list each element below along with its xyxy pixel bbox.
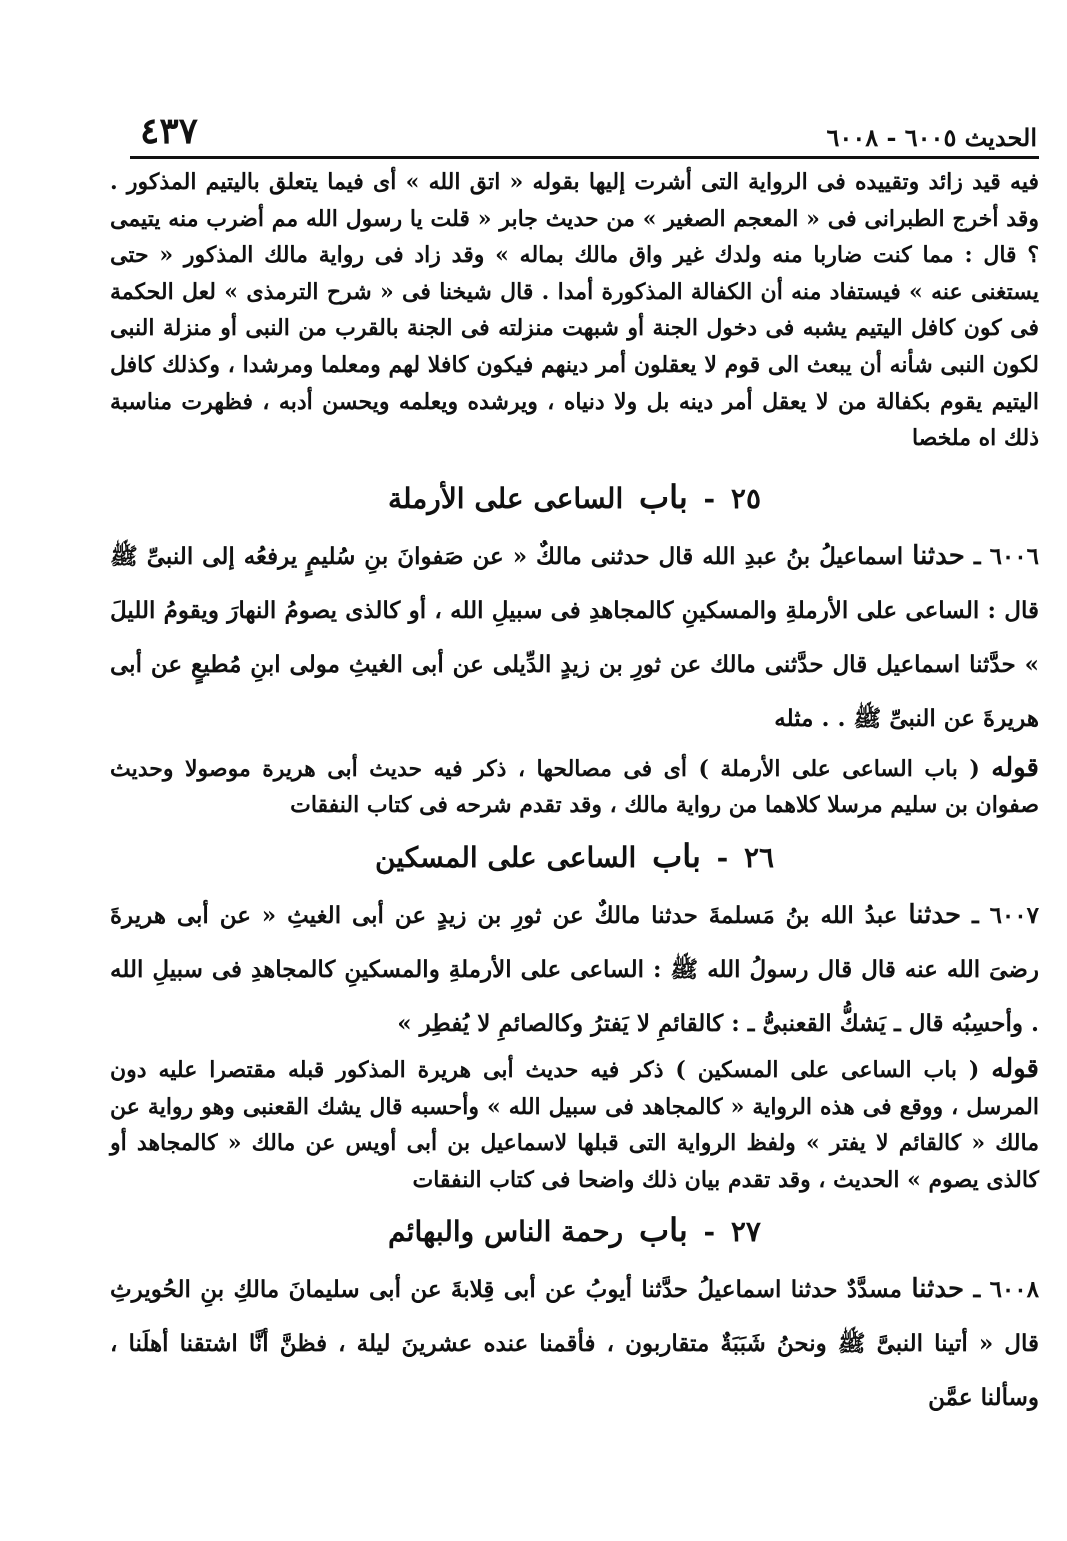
hadith-number: ٦٠٠٨ bbox=[989, 1276, 1039, 1304]
chapter-title: الساعى على الأرملة bbox=[388, 481, 624, 515]
commentary-paragraph bbox=[110, 164, 1039, 457]
commentary-paragraph bbox=[110, 1051, 1039, 1198]
header-rule bbox=[130, 156, 1039, 159]
hadith-lead: حدثنا bbox=[911, 1274, 965, 1305]
running-head: الحديث ٦٠٠٥ - ٦٠٠٨ bbox=[826, 123, 1037, 152]
chapter-title: رحمة الناس والبهائم bbox=[388, 1215, 624, 1249]
hadith-lead: حدثنا bbox=[912, 540, 965, 571]
chapter-bab: باب bbox=[639, 477, 688, 516]
chapter-number: ٢٧ bbox=[730, 1215, 761, 1249]
commentary-text: ( باب الساعى على الأرملة ) أى فى مصالحها ، ذكر فيه حديث أبى هريرة موصولا وحديث صفوان بن سليم مرسلا كلاهما من رواية مالك ، وقد تقدم شرحه فى كتاب النفقات bbox=[110, 755, 1039, 819]
chapter-heading: ٢٧ - باب رحمة الناس والبهائم bbox=[388, 1211, 761, 1250]
hadith-lead: حدثنا bbox=[908, 899, 962, 930]
chapter-bab: باب bbox=[638, 1211, 688, 1250]
chapter-bab: باب bbox=[652, 836, 701, 875]
page-number: ٤٣٧ bbox=[140, 110, 199, 152]
commentary-lead: قوله bbox=[991, 1053, 1039, 1084]
chapter-title: الساعى على المسكين bbox=[374, 840, 637, 874]
hadith-paragraph: ٦٠٠٨ ـ حدثنا مسدَّدٌ حدثنا اسماعيلُ حدَّثنا أيوبُ عن أبى قِلابةَ عن أبى سليمانَ مالكِ بنِ الحُويرثِ قال « أتينا النبىَّ ﷺ ونحنُ شَبَبَةٌ متقاربون ، فأقمنا عنده عشرينَ ليلة ، فظنَّ أنَّا اشتقنا أهلَنا ، وسألنا عمَّن bbox=[110, 1274, 1039, 1412]
hadith-text: مسدَّدٌ حدثنا اسماعيلُ حدَّثنا أيوبُ عن أبى قِلابةَ عن أبى سليمانَ مالكِ بنِ الحُويرثِ قال « أتينا النبىَّ ﷺ ونحنُ شَبَبَةٌ متقاربون ، فأقمنا عنده عشرينَ ليلة ، فظنَّ أنَّا اشتقنا أهلَنا ، وسألنا عمَّن bbox=[110, 1276, 1039, 1412]
hadith-number: ٦٠٠٧ bbox=[989, 901, 1039, 929]
hadith-text: عبدُ الله بنُ مَسلمةَ حدثنا مالكٌ عن ثورِ بن زيدٍ عن أبى الغيثِ « عن أبى هريرةَ رضىَ الله عنه قال قال رسولُ الله ﷺ : الساعى على الأرملةِ والمسكينِ كالمجاهدِ فى سبيلِ الله . وأحسِبُه قال ـ يَشكُّ القعنبىُّ ـ : كالقائمِ لا يَفترُ وكالصائمِ لا يُفطِر » bbox=[110, 901, 1039, 1037]
page-header bbox=[140, 112, 1037, 152]
chapter-number: ٢٥ bbox=[730, 481, 761, 515]
page-body bbox=[110, 164, 1039, 1425]
hadith-number: ٦٠٠٦ bbox=[989, 542, 1039, 570]
hadith-text: اسماعيلُ بنُ عبدِ الله قال حدثنى مالكٌ « عن صَفوانَ بنِ سُليمٍ يرفعُه إلى النبىِّ ﷺ قال : الساعى على الأرملةِ والمسكينِ كالمجاهدِ فى سبيلِ الله ، أو كالذى يصومُ النهارَ ويقومُ الليلَ » حدَّثنا اسماعيل قال حدَّثنى مالك عن ثورِ بن زيدٍ الدِّيلى عن أبى الغيثِ مولى ابنِ مُطيعٍ عن أبى هريرةَ عن النبىِّ ﷺ . . مثله bbox=[110, 542, 1039, 732]
hadith-paragraph: ٦٠٠٦ ـ حدثنا اسماعيلُ بنُ عبدِ الله قال حدثنى مالكٌ « عن صَفوانَ بنِ سُليمٍ يرفعُه إلى النبىِّ ﷺ قال : الساعى على الأرملةِ والمسكينِ كالمجاهدِ فى سبيلِ الله ، أو كالذى يصومُ النهارَ ويقومُ الليلَ » حدَّثنا اسماعيل قال حدَّثنى مالك عن ثورِ بن زيدٍ الدِّيلى عن أبى الغيثِ مولى ابنِ مُطيعٍ عن أبى هريرةَ عن النبىِّ ﷺ . . مثله bbox=[110, 540, 1039, 732]
chapter-number: ٢٦ bbox=[743, 840, 775, 874]
commentary-text: ( باب الساعى على المسكين ) ذكر فيه حديث أبى هريرة المذكور قبله مقتصرا عليه دون المرسل ، ووقع فى هذه الرواية « كالمجاهد فى سبيل الله » وأحسبه قال يشك القعنبى وهو رواية عن مالك « كالقائم لا يفتر » ولفظ الرواية التى قبلها لاسماعيل بن أبى أويس عن مالك « كالمجاهد أو كالذى يصوم » الحديث ، وقد تقدم بيان ذلك واضحا فى كتاب النفقات bbox=[110, 1056, 1039, 1193]
commentary-lead: قوله bbox=[991, 752, 1039, 783]
commentary-paragraph bbox=[110, 750, 1039, 824]
chapter-heading: ٢٥ - باب الساعى على الأرملة bbox=[388, 477, 761, 516]
hadith-paragraph: ٦٠٠٧ ـ حدثنا عبدُ الله بنُ مَسلمةَ حدثنا مالكٌ عن ثورِ بن زيدٍ عن أبى الغيثِ « عن أبى هريرةَ رضىَ الله عنه قال قال رسولُ الله ﷺ : الساعى على الأرملةِ والمسكينِ كالمجاهدِ فى سبيلِ الله . وأحسِبُه قال ـ يَشكُّ القعنبىُّ ـ : كالقائمِ لا يَفترُ وكالصائمِ لا يُفطِر » bbox=[110, 899, 1039, 1037]
chapter-heading: ٢٦ - باب الساعى على المسكين bbox=[374, 836, 775, 875]
commentary-text: فيه قيد زائد وتقييده فى الرواية التى أشرت إليها بقوله « اتق الله » أى فيما يتعلق باليتيم المذكور . وقد أخرج الطبرانى فى « المعجم الصغير » من حديث جابر « قلت يا رسول الله مم أضرب منه يتيمى ؟ قال : مما كنت ضاربا منه ولدك غير واق مالك بماله » وقد زاد فى رواية مالك المذكور « حتى يستغنى عنه » فيستفاد منه أن الكفالة المذكورة أمدا . قال شيخنا فى « شرح الترمذى » لعل الحكمة فى كون كافل اليتيم يشبه فى دخول الجنة أو شبهت منزلته فى الجنة بالقرب من النبى أو منزلة النبى لكون النبى شأنه أن يبعث الى قوم لا يعقلون أمر دينهم فيكون كافلا لهم ومعلما ومرشدا ، وكذلك كافل اليتيم يقوم بكفالة من لا يعقل أمر دينه بل ولا دنياه ، ويرشده ويعلمه ويحسن أدبه ، فظهرت مناسبة ذلك اه ملخصا bbox=[110, 169, 1039, 452]
